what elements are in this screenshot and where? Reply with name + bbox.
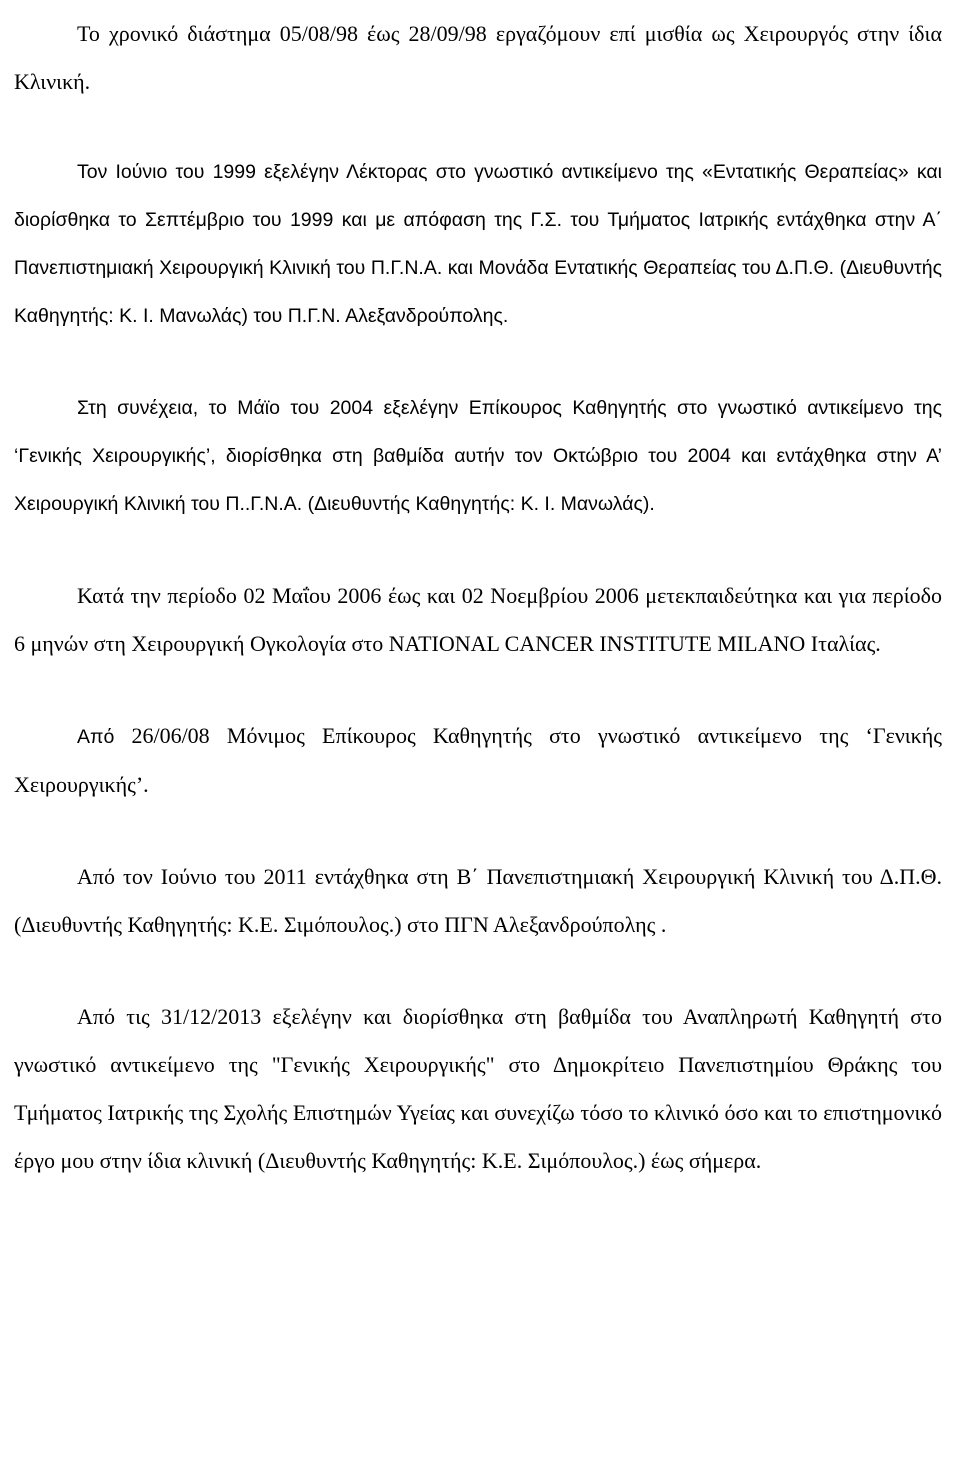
paragraph-tenure-2008 [14, 712, 942, 809]
paragraph-assistant-professor-2004: Στη συνέχεια, το Μάϊο του 2004 εξελέγην Επίκουρος Καθηγητής στο γνωστικό αντικείμενο της ‘Γενικής Χειρουργικής’, διορίσθηκα στη βαθμίδα αυτήν τον Οκτώβριο του 2004 και εντάχθηκα στην Α’ Χειρουργική Κλινική του Π..Γ.Ν.Α. (Διευθυντής Καθηγητής: Κ. Ι. Μανωλάς). [14, 397, 942, 515]
paragraph-tenure-text: 26/06/08 Μόνιμος Επίκουρος Καθηγητής στο γνωστικό αντικείμενο της ‘Γενικής Χειρουργικής’. [14, 723, 942, 797]
paragraph-transfer-2011: Από τον Ιούνιο του 2011 εντάχθηκα στη Β΄ Πανεπιστημιακή Χειρουργική Κλινική του Δ.Π.Θ. (Διευθυντής Καθηγητής: Κ.Ε. Σιμόπουλος.) στο ΠΓΝ Αλεξανδρούπολης . [14, 864, 942, 937]
paragraph-lecturer-1999: Τον Ιούνιο του 1999 εξελέγην Λέκτορας στο γνωστικό αντικείμενο της «Εντατικής Θεραπείας» και διορίσθηκα το Σεπτέμβριο του 1999 και με απόφαση της Γ.Σ. του Τμήματος Ιατρικής εντάχθηκα στην Α΄ Πανεπιστημιακή Χειρουργική Κλινική του Π.Γ.Ν.Α. και Μονάδα Εντατικής Θεραπείας του Δ.Π.Θ. (Διευθυντής Καθηγητής: Κ. Ι. Μανωλάς) του Π.Γ.Ν. Αλεξανδρούπολης. [14, 161, 942, 327]
document-page [14, 10, 942, 1185]
paragraph-service-1998: Το χρονικό διάστημα 05/08/98 έως 28/09/98 εργαζόμουν επί μισθία ως Χειρουργός στην ίδια Κλινική. [14, 21, 942, 94]
paragraph-associate-professor-2013: Από τις 31/12/2013 εξελέγην και διορίσθηκα στη βαθμίδα του Αναπληρωτή Καθηγητή στο γνωστικό αντικείμενο της "Γενικής Χειρουργικής" στο Δημοκρίτειο Πανεπιστημίου Θράκης του Τμήματος Ιατρικής της Σχολής Επιστημών Υγείας και συνεχίζω τόσο το κλινικό όσο και το επιστημονικό έργο μου στην ίδια κλινική (Διευθυντής Καθηγητής: Κ.Ε. Σιμόπουλος.) έως σήμερα. [14, 1004, 942, 1173]
paragraph-tenure-prefix: Από [77, 726, 132, 748]
paragraph-training-milano-2006: Κατά την περίοδο 02 Μαΐου 2006 έως και 02 Νοεμβρίου 2006 μετεκπαιδεύτηκα και για περίοδο 6 μηνών στη Χειρουργική Ογκολογία στο NATIONAL CANCER INSTITUTE MILANO Ιταλίας. [14, 583, 942, 656]
